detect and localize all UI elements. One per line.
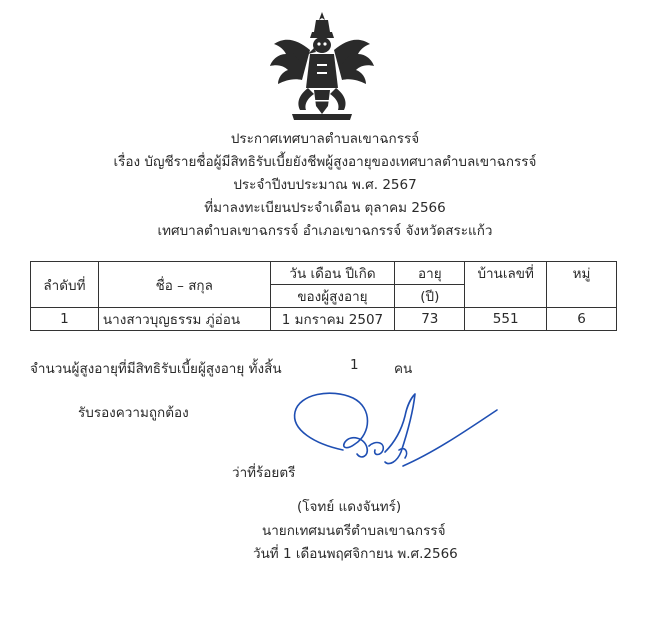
count-label: จำนวนผู้สูงอายุที่มีสิทธิรับเบี้ยผู้สูงอายุ ทั้งสิ้น xyxy=(30,361,282,377)
header-house: บ้านเลขที่ xyxy=(465,262,547,308)
heading-line-2: เรื่อง บัญชีรายชื่อผู้มีสิทธิรับเบี้ยยังชีพผู้สูงอายุของเทศบาลตำบลเขาฉกรรจ์ xyxy=(113,154,537,170)
cell-age: 73 xyxy=(395,308,465,331)
header-dob: วัน เดือน ปีเกิด xyxy=(270,262,395,285)
header-moo: หมู่ xyxy=(547,262,617,308)
cell-dob: 1 มกราคม 2507 xyxy=(270,308,395,331)
certify-text: รับรองความถูกต้อง xyxy=(78,405,189,421)
cell-moo: 6 xyxy=(547,308,617,331)
announcement-heading xyxy=(0,128,650,243)
header-no: ลำดับที่ xyxy=(31,262,99,308)
cell-house: 551 xyxy=(465,308,547,331)
header-dob-sub: ของผู้สูงอายุ xyxy=(270,285,395,308)
table-header-row xyxy=(31,262,617,285)
count-unit: คน xyxy=(394,361,413,377)
cell-name: นางสาวบุญธรรม ภู่อ่อน xyxy=(98,308,270,331)
recipient-table xyxy=(30,261,617,331)
signer-name: (โจทย์ แดงจันทร์) xyxy=(297,499,402,515)
heading-line-4: ที่มาลงทะเบียนประจำเดือน ตุลาคม 2566 xyxy=(204,200,446,216)
table-row xyxy=(31,308,617,331)
header-age-sub: (ปี) xyxy=(395,285,465,308)
header-name: ชื่อ – สกุล xyxy=(98,262,270,308)
signer-rank: ว่าที่ร้อยตรี xyxy=(232,465,296,481)
signer-position: นายกเทศมนตรีตำบลเขาฉกรรจ์ xyxy=(262,523,446,539)
header-age: อายุ xyxy=(395,262,465,285)
heading-line-1: ประกาศเทศบาลตำบลเขาฉกรรจ์ xyxy=(230,131,420,147)
signature-icon xyxy=(285,382,505,482)
count-value: 1 xyxy=(350,357,359,373)
garuda-emblem-icon xyxy=(262,10,382,122)
cell-no: 1 xyxy=(31,308,99,331)
heading-line-3: ประจำปีงบประมาณ พ.ศ. 2567 xyxy=(233,177,417,193)
signer-date: วันที่ 1 เดือนพฤศจิกายน พ.ศ.2566 xyxy=(253,546,458,562)
heading-line-5: เทศบาลตำบลเขาฉกรรจ์ อำเภอเขาฉกรรจ์ จังหวัดสระแก้ว xyxy=(157,223,493,239)
